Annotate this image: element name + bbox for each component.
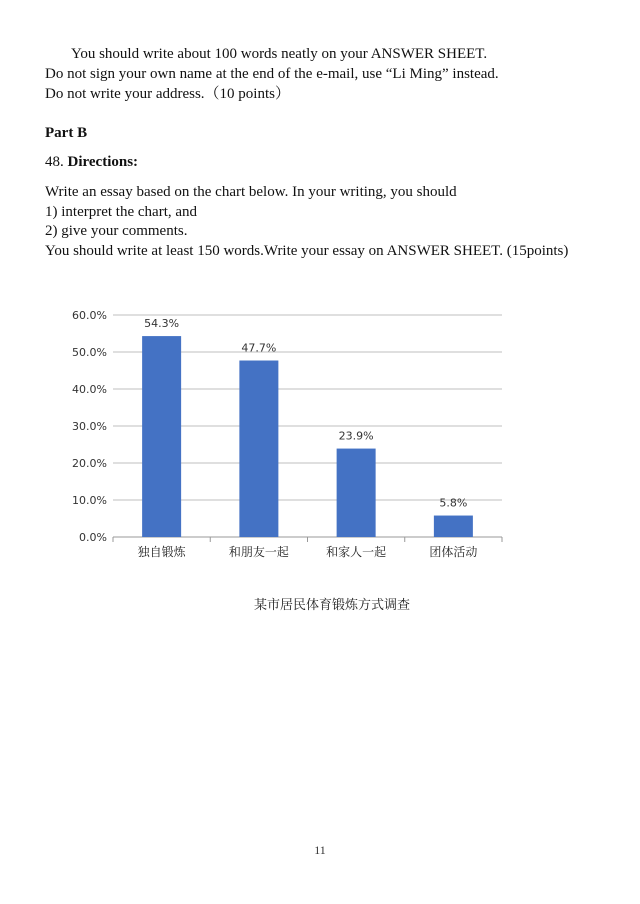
y-tick-label: 10.0% xyxy=(72,494,107,507)
x-category-label: 和朋友一起 xyxy=(228,545,289,559)
page-number: 11 xyxy=(314,843,326,857)
y-tick-label: 50.0% xyxy=(72,346,107,359)
x-category-label: 独自锻炼 xyxy=(137,545,186,559)
bar xyxy=(337,449,376,537)
instruction-line-3: 2) give your comments. xyxy=(45,223,188,239)
email-instruction-line-1: You should write about 100 words neatly on your ANSWER SHEET. xyxy=(71,46,488,62)
bar-value-label: 47.7% xyxy=(241,341,277,355)
bar-value-label: 23.9% xyxy=(338,429,374,443)
chart-caption: 某市居民体育锻炼方式调查 xyxy=(253,598,410,613)
question-number: 48. xyxy=(45,154,64,170)
y-tick-label: 40.0% xyxy=(72,383,107,396)
instruction-line-2: 1) interpret the chart, and xyxy=(45,204,198,220)
directions-label: Directions: xyxy=(67,154,139,170)
instruction-line-4: You should write at least 150 words.Write your essay on ANSWER SHEET. (15points) xyxy=(45,243,569,259)
email-instruction-line-3: Do not write your address.（10 points） xyxy=(45,86,290,102)
part-b-heading: Part B xyxy=(45,125,88,141)
bar-value-label: 5.8% xyxy=(439,496,468,510)
y-tick-label: 0.0% xyxy=(79,531,107,544)
x-category-label: 团体活动 xyxy=(429,545,478,559)
email-instruction-line-2: Do not sign your own name at the end of the e-mail, use “Li Ming” instead. xyxy=(45,66,499,82)
y-tick-label: 20.0% xyxy=(72,457,107,470)
y-tick-label: 60.0% xyxy=(72,309,107,322)
x-category-label: 和家人一起 xyxy=(326,545,387,559)
y-tick-label: 30.0% xyxy=(72,420,107,433)
bar-chart xyxy=(60,300,530,580)
bar-value-label: 54.3% xyxy=(144,317,180,331)
bar xyxy=(239,361,278,537)
instruction-line-1: Write an essay based on the chart below. In your writing, you should xyxy=(45,184,457,200)
bar xyxy=(142,336,181,537)
bar xyxy=(434,516,473,537)
question-heading xyxy=(45,153,138,172)
